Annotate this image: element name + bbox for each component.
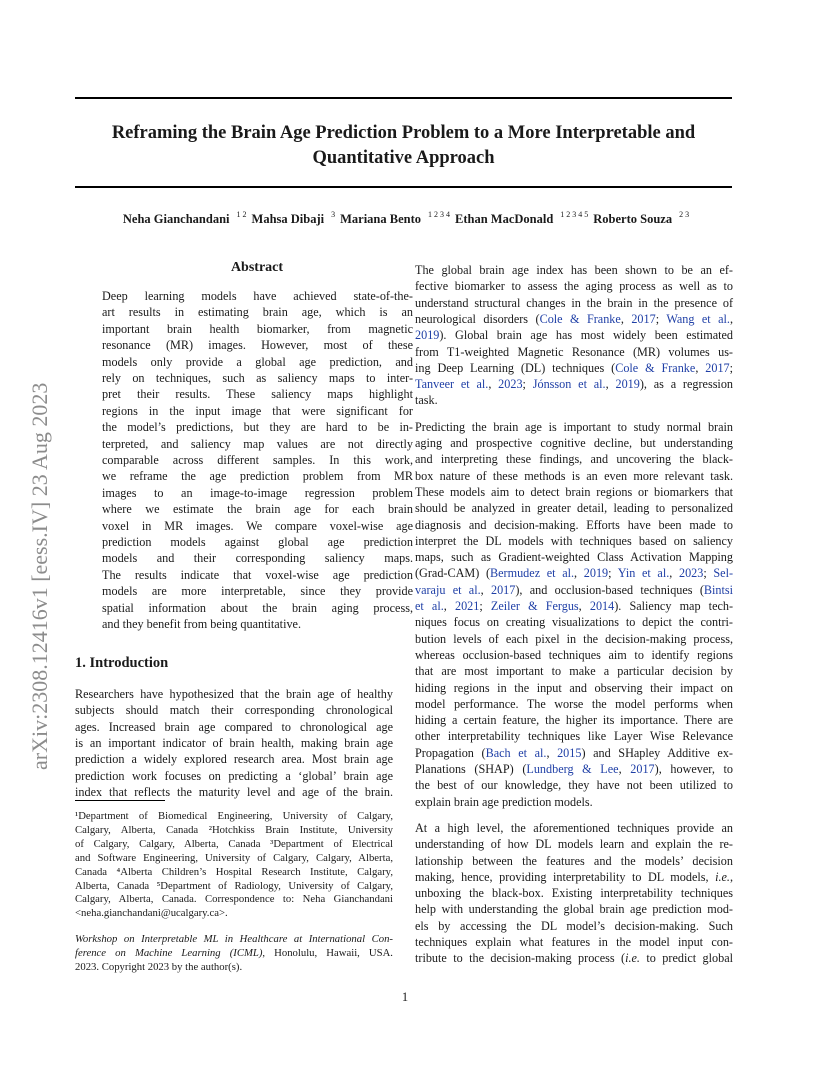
body-text-line: should be analyzed in greater detail, leading to personalized — [415, 501, 733, 516]
page-number: 1 — [401, 990, 409, 1004]
body-text-line: interpret the DL models with techniques based on saliency — [415, 533, 733, 548]
author-name: Roberto Souza — [593, 212, 673, 226]
abstract-line: prediction models against global age prediction — [102, 535, 413, 549]
footnote-line: ¹Department of Biomedical Engineering, University of Calgary, — [75, 810, 393, 822]
introduction-line: index that reflects the maturity level and age of the brain. — [75, 784, 393, 799]
abstract-line: rely on techniques, such as saliency maps to inter- — [102, 371, 413, 385]
arxiv-stamp — [25, 290, 55, 770]
workshop-line: ference on Machine Learning (ICML), Honolulu, Hawaii, USA. — [75, 946, 393, 959]
footnote-line: <neha.gianchandani@ucalgary.ca>. — [75, 907, 228, 920]
body-text-line: diagnosis and decision-making. Efforts have been made to — [415, 517, 733, 532]
body-text-line: explain brain age prediction models. — [415, 794, 593, 809]
body-text-line: bution levels of each pixel in the decision-making process, — [415, 631, 733, 646]
abstract-line: regions in the input image that were significant for — [102, 403, 413, 418]
body-text-line: task. — [415, 393, 438, 408]
author-affiliation-marks: 1 2 3 4 5 — [558, 210, 589, 219]
body-text-line: maps, such as Gradient-weighted Class Activation Mapping — [415, 550, 733, 565]
abstract-line: resonance (MR) images. However, most of these — [102, 338, 413, 353]
body-text-line: hiding a certain feature, the higher its importance. There are — [415, 713, 733, 728]
abstract-line: models and their corresponding saliency maps. — [102, 551, 413, 566]
body-text-line: understand structural changes in the brain in the presence of — [415, 295, 733, 310]
body-text-line: hiding regions in the input and observing their impact on — [415, 680, 733, 695]
body-text-line: fective biomarker to assess the aging process as well as to — [415, 279, 733, 294]
body-text-line: els by accessing the DL model’s decision-making. Such — [415, 918, 733, 933]
abstract-line: spatial information about the brain aging process, — [102, 600, 413, 615]
workshop-line: 2023. Copyright 2023 by the author(s). — [75, 960, 243, 973]
body-text-line: (Grad-CAM) (Bermudez et al., 2019; Yin et al., 2023; Sel- — [415, 566, 734, 581]
author-name: Mariana Bento — [340, 212, 421, 226]
footnote-line: Calgary, Alberta, Canada ²Hotchkiss Brain Institute, University — [75, 823, 393, 836]
body-text-line: and interpreting these findings, and uncovering the black- — [415, 452, 733, 467]
top-rule — [75, 97, 732, 99]
abstract-line: comparable across different samples. In this work, — [102, 453, 413, 467]
abstract-line: the model’s predictions, but they are hard to be in- — [102, 420, 413, 435]
body-text-line: Predicting the brain age is important to study normal brain — [415, 419, 733, 434]
author-affiliation-marks: 1 2 3 4 — [426, 210, 450, 219]
body-text-line: whereas occlusion-based techniques aim to identify regions — [415, 647, 733, 662]
abstract-heading: Abstract — [230, 260, 284, 275]
author-name: Mahsa Dibaji — [251, 212, 325, 226]
workshop-line: Workshop on Interpretable ML in Healthcare at International Con- — [75, 933, 393, 945]
introduction-line: prediction a widely explored research area. Most brain age — [75, 752, 393, 767]
body-text-line: understanding of how DL models learn and explain the re- — [415, 837, 733, 852]
body-text-line: Tanveer et al., 2023; Jónsson et al., 2019), as a regression — [415, 377, 734, 392]
author-affiliation-marks: 1 2 — [234, 210, 247, 219]
footnote-line: Calgary, Alberta, Canada. Correspondence to: Neha Gianchandani — [75, 893, 393, 906]
abstract-line: terpreted, and saliency map values are not directly — [102, 436, 413, 451]
body-text-line: Planations (SHAP) (Lundberg & Lee, 2017), however, to — [415, 762, 734, 776]
abstract-line: images to an image-to-image regression problem — [102, 485, 413, 500]
bottom-rule — [75, 186, 732, 188]
body-text-line: niques focus on creating visualizations to depict the contri- — [415, 615, 733, 630]
abstract-line: The results indicate that voxel-wise age prediction — [102, 567, 413, 582]
footnote-line: Alberta, Canada ⁵Department of Radiology, University of Calgary, — [75, 879, 393, 892]
abstract-line: Deep learning models have achieved state-of-the- — [102, 289, 413, 303]
body-text-line: other interpretability techniques like Layer Wise Relevance — [415, 729, 733, 744]
footnote-line: Canada ⁴Alberta Children’s Hospital Research Institute, Calgary, — [75, 865, 393, 878]
body-text-line: varaju et al., 2017), and occlusion-based techniques (Bintsi — [415, 582, 733, 597]
body-text-line: box nature of these methods is an even more relevant task. — [415, 468, 733, 483]
introduction-line: ages. Increased brain age compared to chronological age — [75, 719, 393, 734]
body-text-line: that are most important to make a particular decision by — [415, 664, 733, 679]
footnote-line: and Software Engineering, University of Calgary, Calgary, Alberta, — [75, 851, 393, 864]
abstract-line: we reframe the age prediction problem from MR — [102, 469, 413, 484]
body-text-line: help with understanding the global brain age prediction mod- — [415, 902, 733, 917]
footnote-line: of Calgary, Calgary, Alberta, Canada ³Department of Electrical — [75, 837, 393, 850]
paper-title-line-1: Reframing the Brain Age Prediction Problem to a More Interpretable and — [111, 123, 696, 143]
introduction-line: Researchers have hypothesized that the brain age of healthy — [75, 687, 393, 701]
body-text-line: the best of our knowledge, they have not been utilized to — [415, 778, 733, 793]
body-text-line: These models aim to detect brain regions or biomarkers that — [415, 484, 733, 499]
body-text-line: Propagation (Bach et al., 2015) and SHapley Additive ex- — [415, 745, 733, 760]
body-text-line: et al., 2021; Zeiler & Fergus, 2014). Saliency map tech- — [415, 599, 734, 613]
body-text-line: At a high level, the aforementioned techniques provide an — [415, 820, 733, 835]
abstract-line: where we estimate the brain age for each brain — [102, 502, 413, 517]
author-affiliation-marks: 3 — [329, 210, 336, 219]
body-text-line: techniques explain what features in the model input con- — [415, 935, 733, 949]
body-text-line: lationship between the features and the models’ decision — [415, 853, 733, 868]
body-text-line: from T1-weighted Magnetic Resonance (MR) volumes us- — [415, 344, 733, 359]
body-text-line: neurological disorders (Cole & Franke, 2017; Wang et al., — [415, 311, 734, 326]
body-text-line: ing Deep Learning (DL) techniques (Cole & Franke, 2017; — [415, 360, 734, 375]
author-list — [75, 212, 732, 227]
author-name: Neha Gianchandani — [122, 212, 230, 226]
author-name: Ethan MacDonald — [455, 212, 554, 226]
footnote-rule — [75, 800, 165, 801]
arxiv-identifier: arXiv:2308.12416v1 [eess.IV] 23 Aug 2023 — [27, 382, 52, 770]
body-text-line: making, hence, providing interpretability to DL models, i.e., — [415, 869, 733, 884]
abstract-line: voxel in MR images. We compare voxel-wise age — [102, 518, 413, 533]
abstract-line: models are more interpretable, since they provide — [102, 584, 413, 599]
body-text-line: The global brain age index has been shown to be an ef- — [415, 263, 733, 277]
body-text-line: tribute to the decision-making process (i.e. to predict global — [415, 951, 734, 966]
introduction-line: is an important indicator of brain health, making brain age — [75, 735, 393, 750]
abstract-line: art results in estimating brain age, which is an — [102, 305, 413, 320]
body-text-line: 2019). Global brain age has most widely been estimated — [415, 328, 733, 343]
abstract-line: and they benefit from being quantitative. — [102, 617, 301, 631]
abstract-line: important brain health biomarker, from magnetic — [102, 321, 413, 336]
body-text-line: aging and prospective cognitive decline, but understanding — [415, 436, 733, 450]
author-affiliation-marks: 2 3 — [677, 210, 690, 219]
body-text-line: model performance. The worse the model performs when — [415, 696, 733, 711]
abstract-line: pret their results. These saliency maps highlight — [102, 387, 413, 402]
introduction-line: prediction work focuses on predicting a ‘global’ brain age — [75, 768, 393, 783]
paper-title-line-2: Quantitative Approach — [312, 148, 495, 168]
section-heading-introduction: 1. Introduction — [75, 655, 169, 671]
introduction-line: subjects should match their corresponding chronological — [75, 703, 393, 718]
body-text-line: unboxing the black-box. Existing interpretability techniques — [415, 886, 733, 901]
abstract-line: models only provide a global age prediction, and — [102, 354, 413, 369]
